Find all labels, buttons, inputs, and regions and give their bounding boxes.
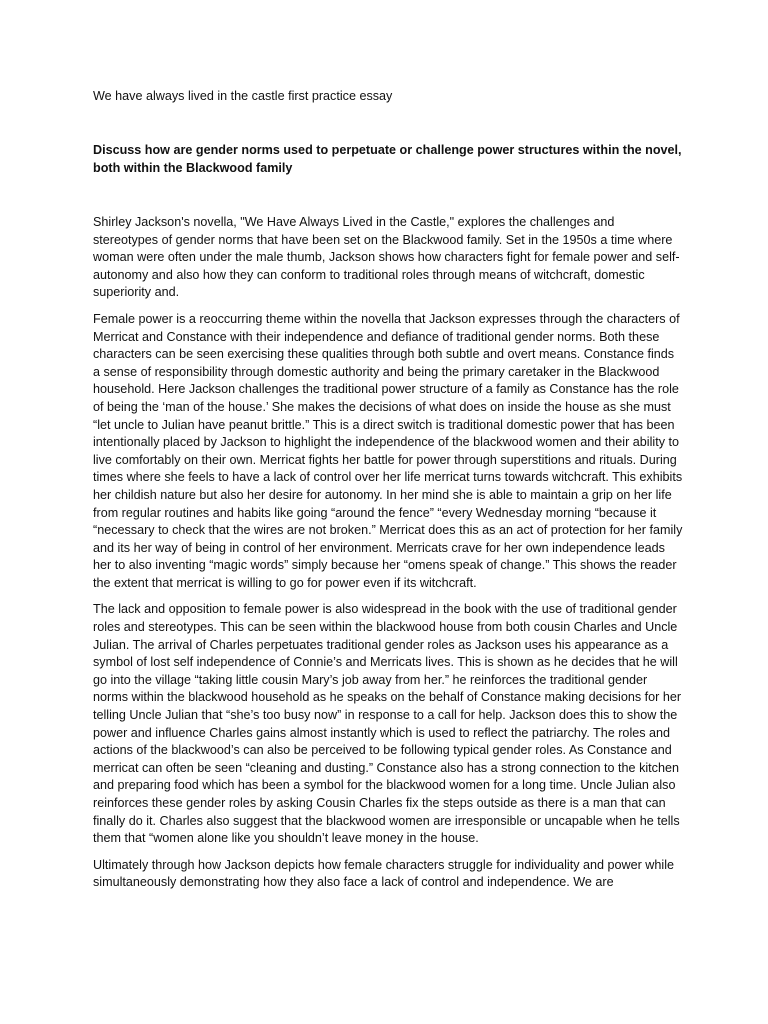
essay-question: Discuss how are gender norms used to perpetuate or challenge power structures within the novel, both within the Blackwood family xyxy=(93,143,682,175)
document-title: We have always lived in the castle first practice essay xyxy=(93,89,393,103)
essay-body xyxy=(93,214,683,901)
paragraph-conclusion: Ultimately through how Jackson depicts how female characters struggle for individuality and power while simultaneously demonstrating how they also face a lack of control and independence. We are xyxy=(93,857,674,890)
paragraph-opposition: The lack and opposition to female power is also widespread in the book with the use of traditional gender roles and stereotypes. This can be seen within the blackwood house from both cousin Charles and Uncle Julian. The arrival of Charles perpetuates traditional gender roles as Jackson uses his appearance as a symbol of lost self independence of Connie’s and Merricats lives. This is shown as he decides that he will go into the village “taking little cousin Mary’s job away from her.” he reinforces the traditional gender norms within the blackwood household as he speaks on the behalf of Constance making decisions for her telling Uncle Julian that “she’s too busy now” in response to a call for help. Jackson does this to show the power and influence Charles gains almost instantly which is used to reflect the patriarchy. The roles and actions of the blackwood’s can also be perceived to be following typical gender roles. As Constance and merricat can often be seen “cleaning and dusting.” Constance also has a strong connection to the kitchen and preparing food which has been a symbol for the blackwood women for a long time. Uncle Julian also reinforces these gender roles by asking Cousin Charles fix the steps outside as there is a man that can finally do it. Charles also suggest that the blackwood women are irresponsible or uncapable when he tells them that “women alone like you shouldn’t leave money in the house. xyxy=(93,602,682,846)
paragraph-intro: Shirley Jackson's novella, "We Have Always Lived in the Castle," explores the challenges and stereotypes of gender norms that have been set on the Blackwood family. Set in the 1950s a time where woman were often under the male thumb, Jackson shows how characters fight for female power and self-autonomy and also how they can conform to traditional roles through means of witchcraft, domestic superiority and. xyxy=(93,215,680,300)
paragraph-female-power: Female power is a reoccurring theme within the novella that Jackson expresses through the characters of Merricat and Constance with their independence and defiance of traditional gender norms. Both these characters can be seen exercising these qualities through both subtle and overt means. Constance finds a sense of responsibility through domestic authority and being the primary caretaker in the Blackwood household. Here Jackson challenges the traditional power structure of a family as Constance has the role of being the ‘man of the house.’ She makes the decisions of what does on inside the house as she must “let uncle to Julian have peanut brittle.” This is a direct switch is traditional domestic power that has been intentionally placed by Jackson to highlight the independence of the blackwood women and their ability to live comfortably on their own. Merricat fights her battle for power through superstitions and rituals. During times where she feels to have a lack of control over her life merricat turns towards witchcraft. This exhibits her childish nature but also her desire for autonomy. In her mind she is able to maintain a grip on her life from regular routines and habits like going “around the fence” “every Wednesday morning “because it “necessary to check that the wires are not broken.” Merricat does this as an act of protection for her family and its her way of being in control of her environment. Merricats crave for her own independence leads her to also inventing “magic words” simply because her “omens speak of change.” This shows the reader the extent that merricat is willing to go for power even if its witchcraft. xyxy=(93,311,683,590)
